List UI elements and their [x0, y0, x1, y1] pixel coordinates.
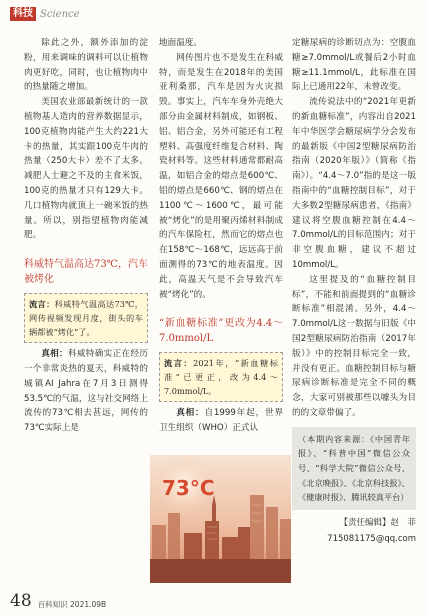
source-credit-box: （本期内容来源：《中国青年报》、“科普中国”微信公众号、“科学大院”微信公众号、《北京晚报》、《北京科技报》、《健康时报》、腾讯较真平台）	[292, 427, 416, 510]
rumor-box	[24, 293, 148, 343]
section-tag-english: Science	[40, 8, 80, 20]
paragraph: 这里提及的“血糖控制目标”，不能和前面提到的“血糖诊断标准”相混淆。另外，4.4～7.0mmol/L这一数据与旧版《中国2型糖尿病防治指南（2017年版）》中的控制目标完全一致，并没有更正。血糖控制目标与糖尿病诊断标准是完全不同的概念，大家可别被那些以噱头为目的的文章带偏了。	[292, 274, 416, 418]
rumor-text: 2021年，“新血糖标准”已更正，改为4.4～7.0mmol/L。	[164, 358, 278, 397]
magazine-issue: 百科知识 2021.09B	[37, 600, 107, 609]
paragraph: 网传图片也不是发生在科威特，而是发生在2018年的美国亚利桑那，汽车是因为火灾损毁。事实上，汽车车身外壳绝大部分由金属材料制成，如钢板、铝、铝合金，另外可能还有工程塑料、高强度纤维复合材料、陶瓷材料等。这些材料通常都耐高温，如铝合金的熔点是600℃、铝的熔点是660℃、钢的熔点在1100℃～1600℃，最可能被“烤化”的是用聚丙烯材料制成的汽车保险杠，然而它的熔点也在158℃～168℃，远远高于前面测得的73℃的地表温度。因此，高温天气是不会导致汽车被“烤化”的。	[159, 52, 283, 300]
editor-email: 715081175@qq.com	[327, 534, 416, 545]
paragraph: 地面温度。	[159, 38, 202, 48]
truth-text: 自1999年起，世界卫生组织（WHO）正式认	[159, 408, 283, 434]
temperature-label: 73°C	[162, 476, 215, 500]
heat-city-illustration	[150, 455, 291, 583]
column-3	[292, 36, 416, 547]
rumor-label: 流言：	[164, 358, 194, 369]
column-2	[159, 36, 283, 436]
paragraph: 流传说法中的“2021年更新的新血糖标准”，内容出自2021年中华医学会糖尿病学分会发布的最新版《中国2型糖尿病防治指南（2020年版）》（简称《指南》）。“4.4～7.0”指的是这一版指南中的“血糖控制目标”，对于大多数2型糖尿病患者，《指南》建议将空腹血糖控制在4.4～7.0mmol/L的目标范围内；对于非空腹血糖，建议不超过10mmol/L。	[292, 97, 416, 270]
truth-paragraph	[159, 406, 283, 436]
section-subhead: 科威特气温高达73℃，汽车被烤化	[24, 259, 148, 286]
truth-label: 真相：	[176, 408, 205, 419]
editor-credit: 【责任编辑】赵 菲	[339, 517, 416, 528]
rumor-box	[159, 352, 283, 402]
page-number: 48	[10, 591, 32, 611]
truth-label: 真相：	[41, 349, 68, 360]
paragraph: 除此之外，额外添加的淀粉，用来调味的调料可以让植物肉更好吃，同时，也让植物肉中的热量随之增加。	[24, 38, 148, 93]
city-skyline-graphic	[150, 455, 291, 583]
section-header	[10, 7, 80, 21]
rumor-label: 流言：	[29, 299, 55, 310]
section-subhead: “新血糖标准”更改为4.4～7.0mmol/L	[159, 318, 283, 345]
section-tag: 科技	[10, 7, 36, 21]
page-footer	[10, 593, 106, 610]
truth-text: 科威特确实正在经历一个非常炎热的夏天，科威特的城镇AI Jahra在7月3日测得53.5℃的气温，这与社交网络上流传的73℃相去甚远，网传的73℃实际上是	[24, 349, 148, 434]
paragraph: 定糖尿病的诊断切点为：空腹血糖≥7.0mmol/L或餐后2小时血糖≥11.1mmol/L，此标准在国际上已通用22年，未曾改变。	[292, 38, 416, 93]
truth-paragraph	[24, 347, 148, 436]
paragraph: 美国农业部最新统计的一款植物基人造肉的营养数据显示，100克植物肉能产生大约221大卡的热量，其实跟100克牛肉的热量（250大卡）差不了太多。减肥人士避之不及的主食米饭，100克的热量才只有129大卡。几口植物肉就顶上一碗米饭的热量。所以，别指望植物肉能减肥。	[24, 97, 148, 241]
column-1	[24, 36, 148, 436]
rumor-text: 科威特气温高达73℃，网传视频发现月度，街头的车辆都被“烤化”了。	[29, 299, 143, 338]
